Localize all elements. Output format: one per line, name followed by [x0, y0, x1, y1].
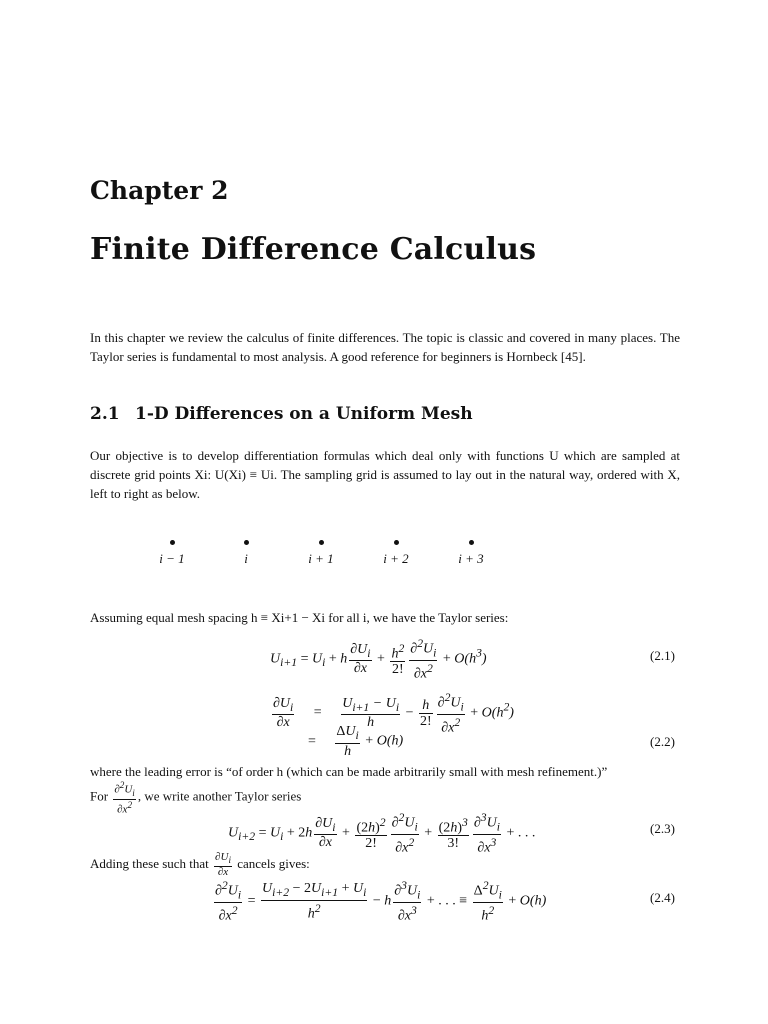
adding-post: cancels gives: — [237, 856, 310, 872]
intro-paragraph: In this chapter we review the calculus of finite differences. The topic is classic and covered in many places. The Taylor series is fundamental to most analysis. A good reference for beginners is Hornbeck [45]. — [90, 330, 680, 364]
equation-2-3: $U_{i+2} = U_i + 2h$ $\frac{\partial U_i}{\partial x}$ + $\frac{(2h)^2}{2!}$ $\frac{\partial^2U_i}{\partial x^2}$ + $\frac{(2h)^3}{3!}$ $\frac{\partial^3U_i}{\partial x^3}$ + . . . — [228, 811, 536, 857]
second-derivative-fraction: $\frac{\partial^2U_i}{\partial x^2}$ — [114, 780, 135, 816]
adding-line — [90, 852, 310, 878]
grid-point — [216, 540, 276, 567]
assuming-text: Assuming equal mesh spacing h ≡ Xi+1 − Xi for all i, we have the Taylor series: — [90, 610, 509, 625]
grid-label: i + 1 — [308, 551, 334, 566]
section-title: 1-D Differences on a Uniform Mesh — [135, 404, 473, 424]
equation-number: (2.3) — [650, 821, 675, 836]
equation-2-1: $U_{i+1} = U_i + h$ $\frac{\partial U_i}{\partial x}$ + $\frac{h^2}{2!}$ $\frac{\partial^2U_i}{\partial x^2}$ + $O(h^3)$ — [270, 637, 487, 683]
equation-2-2-line2: = $\frac{\Delta U_i}{h}$ + O(h) — [308, 724, 404, 759]
equation-number: (2.4) — [650, 890, 675, 905]
grid-dot — [170, 540, 175, 545]
leading-error-text: where the leading error is “of order h (which can be made arbitrarily small with mesh refinement.)” — [90, 764, 608, 779]
equation-2-4: $\frac{\partial^2U_i}{\partial x^2}$ = $\frac{U_{i+2} - 2U_{i+1} + U_i}{h^2}$ − h $\frac{\partial^3U_i}{\partial x^3}$ + . . . ≡ $\frac{\Delta^2U_i}{h^2}$ + O(h) — [215, 879, 547, 925]
chapter-title: Finite Difference Calculus — [90, 232, 537, 267]
grid-label: i − 1 — [159, 551, 185, 566]
grid-label: i — [244, 551, 248, 566]
first-derivative-fraction: $\frac{\partial U_i}{\partial x}$ — [215, 851, 231, 879]
grid-dot — [244, 540, 249, 545]
grid-point — [441, 540, 501, 567]
for-tail: , we write another Taylor series — [137, 788, 302, 804]
grid-point — [366, 540, 426, 567]
grid-dot — [394, 540, 399, 545]
chapter-label: Chapter 2 — [90, 176, 229, 205]
grid-points — [0, 540, 768, 580]
grid-dot — [469, 540, 474, 545]
equation-number: (2.1) — [650, 648, 675, 663]
grid-label: i + 2 — [383, 551, 409, 566]
grid-dot — [319, 540, 324, 545]
grid-point — [291, 540, 351, 567]
equation-number: (2.2) — [650, 734, 675, 749]
section-number: 2.1 — [90, 404, 120, 424]
equation-2-2-line1: $\frac{\partial U_i}{\partial x}$ = $\frac{U_{i+1} - U_i}{h}$ − $\frac{h}{2!}$ $\frac{\partial^2U_i}{\partial x^2}$ + $O(h^2)$ — [273, 691, 514, 737]
grid-point — [142, 540, 202, 567]
for-text: For — [90, 788, 109, 804]
section-heading — [90, 404, 473, 424]
adding-pre: Adding these such that — [90, 856, 209, 872]
objective-paragraph: Our objective is to develop differentiation formulas which deal only with functions U which are sampled at discrete grid points Xi: U(Xi) ≡ Ui. The sampling grid is assumed to lay out in the natural way, ordered with X, left to right as below. — [90, 448, 680, 501]
grid-label: i + 3 — [458, 551, 484, 566]
